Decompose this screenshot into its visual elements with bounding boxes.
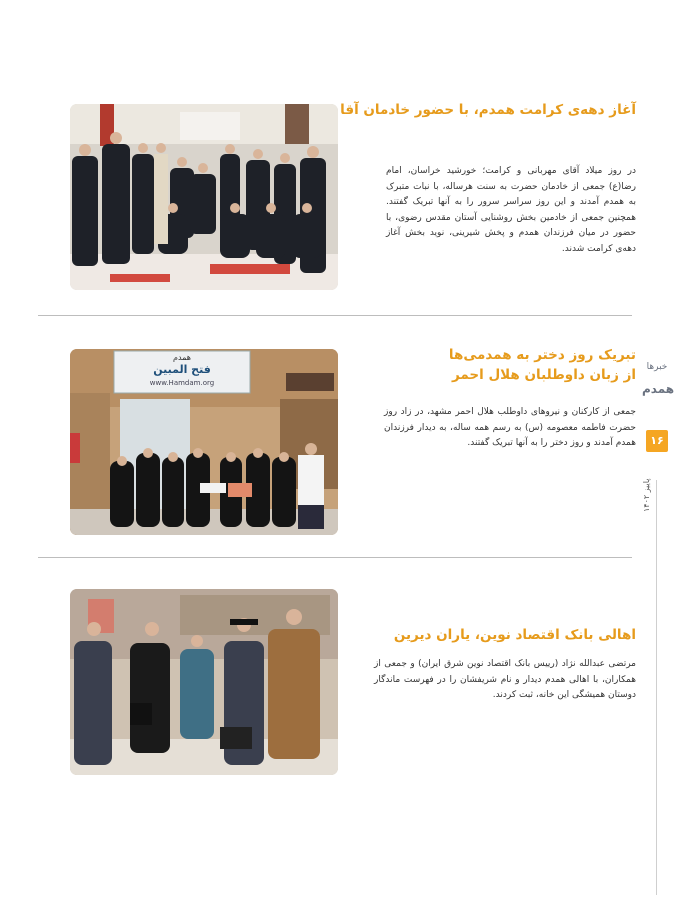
news-title-2-line1: تبریک روز دختر به همدمی‌ها bbox=[448, 347, 636, 363]
separator-1 bbox=[38, 315, 632, 316]
news-item-1 bbox=[60, 100, 636, 295]
sign-line-1: همدم bbox=[173, 353, 191, 362]
news-title-2-line2: از زبان داوطلبان هلال احمر bbox=[451, 367, 636, 383]
section-label: خبرها bbox=[646, 362, 668, 372]
news-body-2: جمعی از کارکنان و نیروهای داوطلب هلال احمر مشهد، در زاد روز حضرت فاطمه معصومه (س) به رسم همه ساله، به دیدار فرزندان همدم آمدند و روز دختر را به آنها تبریک گفتند. bbox=[384, 407, 636, 448]
page-number: ۱۶ bbox=[646, 430, 668, 452]
news-item-3 bbox=[60, 585, 636, 780]
sign-line-2: فتح المبین bbox=[153, 363, 211, 376]
news-photo-1 bbox=[70, 104, 338, 290]
news-body-3: مرتضی عبدالله نژاد (رییس بانک اقتصاد نوین شرق ایران) و جمعی از همکاران، با اهالی همدم دیدار و نام شریفشان را در فهرست ماندگار دوستان همیشگی این خانه، ثبت کردند. bbox=[374, 659, 636, 700]
separator-2 bbox=[38, 557, 632, 558]
news-title-3: اهالی بانک اقتصاد نوین، یاران دیرین bbox=[393, 627, 636, 643]
news-body-1: در روز میلاد آقای مهربانی و کرامت؛ خورشید خراسان، امام رضا(ع) جمعی از خادمان حضرت به سنت هرساله، با نبات متبرک به همدم آمدند و این روز سراسر سرور را به آنها تبریک گفتند. همچنین جمعی از خادمین بخش روشنایی آستان مقدس رضوی، با حضور در میان فرزندان همدم و پخش شیرینی، نوید بخش آغاز دهه‌ی کرامت شدند. bbox=[386, 166, 636, 254]
magazine-logo: همدم bbox=[642, 382, 675, 396]
section-sidebar bbox=[642, 360, 675, 560]
news-photo-3 bbox=[70, 589, 338, 775]
issue-date: پاییز ۱۴۰۲ bbox=[642, 478, 651, 512]
news-item-2 bbox=[60, 345, 636, 540]
news-photo-2 bbox=[70, 349, 338, 535]
news-title-1: آغاز دهه‌ی کرامت همدم، با حضور خادمان آقا bbox=[340, 102, 636, 118]
sign-url: www.Hamdam.org bbox=[149, 379, 215, 387]
sidebar-rule bbox=[656, 480, 657, 895]
